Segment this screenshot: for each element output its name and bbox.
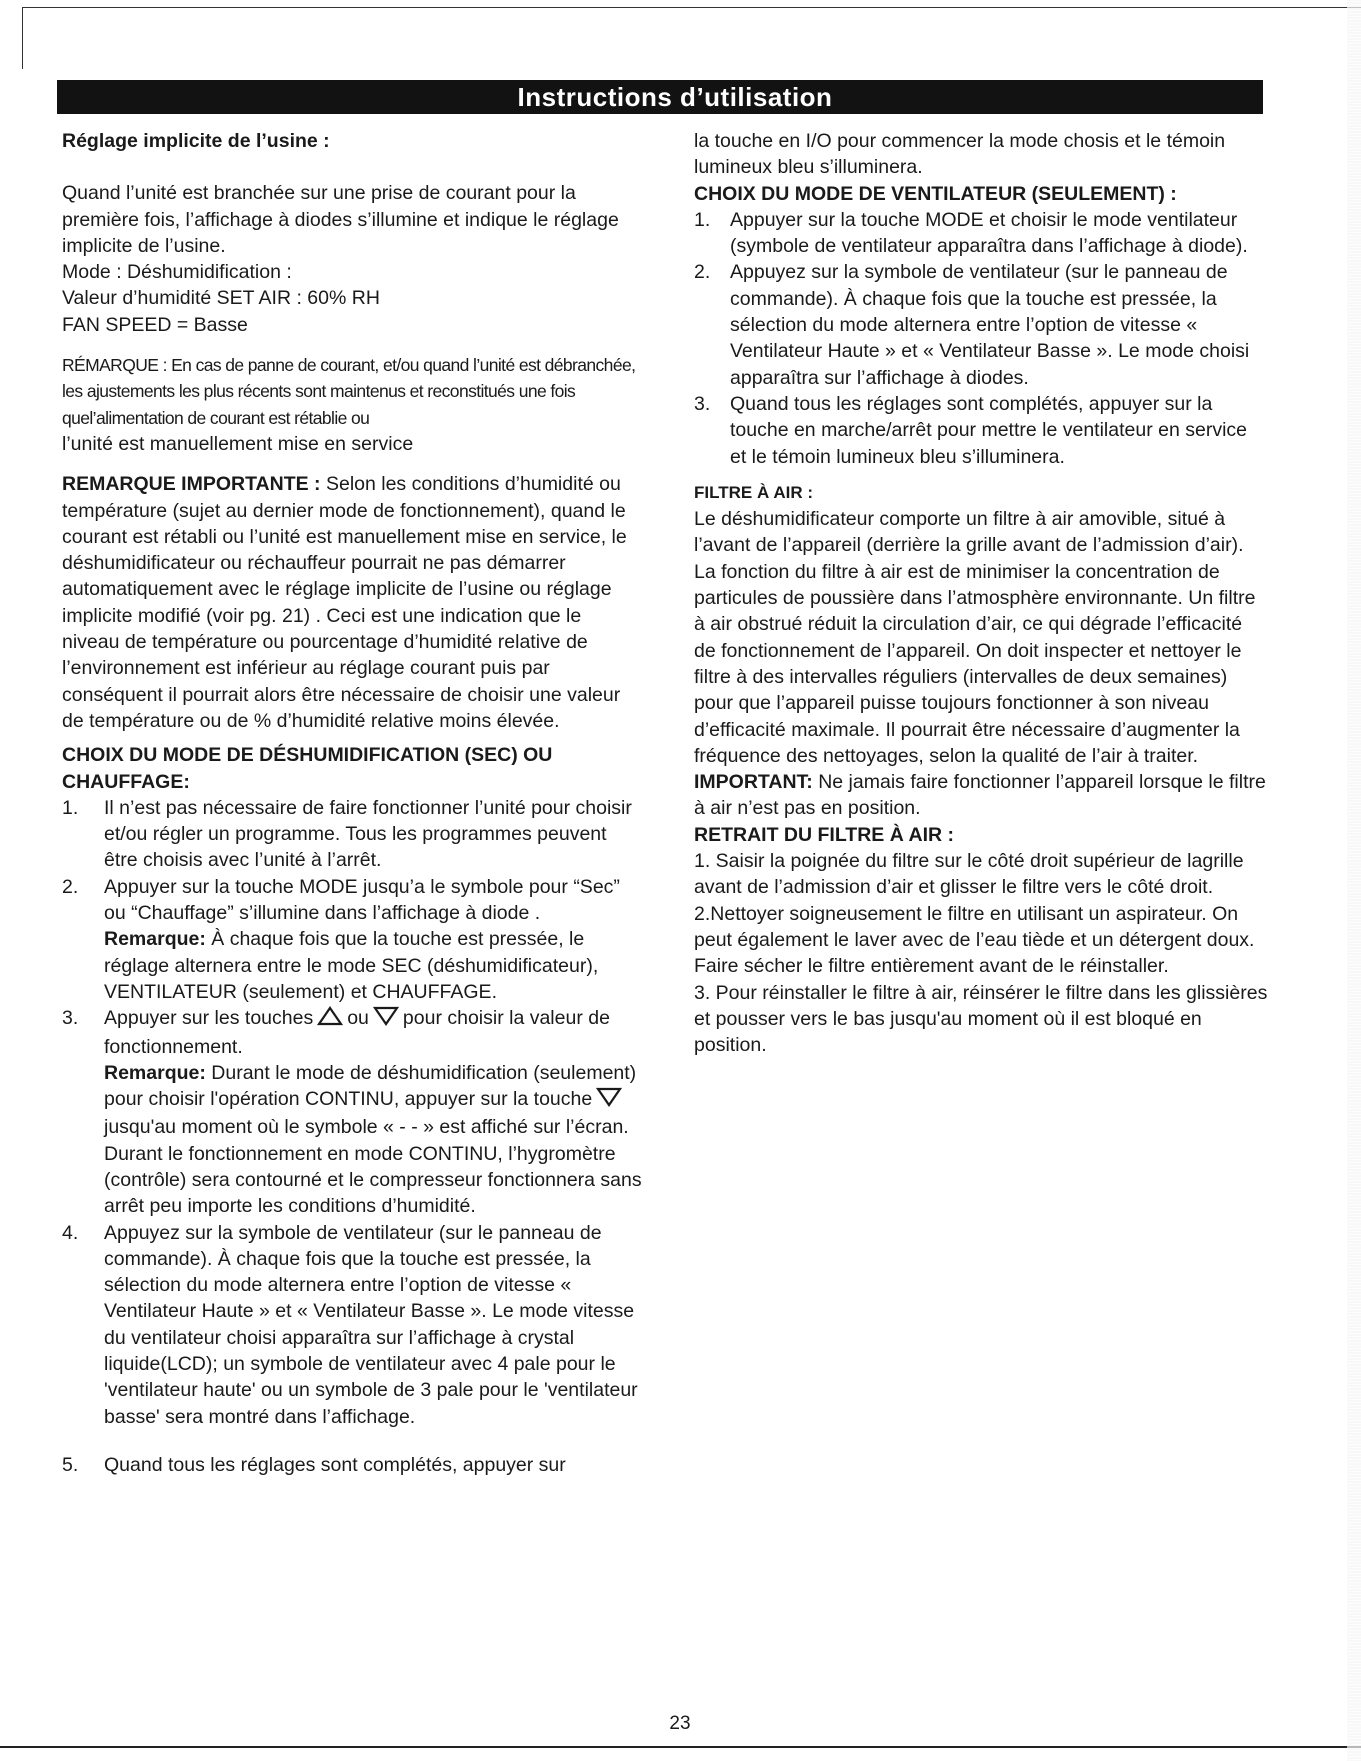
list-number: 4.	[62, 1221, 79, 1244]
list-item	[62, 795, 644, 874]
step3-remark-label: Remarque:	[104, 1061, 206, 1084]
list-item	[62, 874, 644, 1005]
list-text: Quand tous les réglages sont complétés, appuyer sur la touche en marche/arrêt pour mettre le ventilateur en service et le témoin lumineux bleu s’illuminera.	[730, 392, 1248, 468]
step3-text-c: Durant le mode de déshumidification (seulement) pour choisir l'opération CONTINU, appuyer sur la touche	[104, 1061, 637, 1111]
section-banner	[57, 80, 1263, 114]
factory-fan: FAN SPEED = Basse	[62, 313, 248, 336]
dry-mode-heading: CHOIX DU MODE DE DÉSHUMIDIFICATION (SEC) OU CHAUFFAGE:	[62, 744, 553, 793]
retrait-step-3: 3. Pour réinstaller le filtre à air, réinsérer le filtre dans les glissières et pousser vers le bas jusqu'au moment où il est bloqué en position.	[694, 981, 1268, 1057]
continuation-text: la touche en I/O pour commencer la mode chosis et le témoin lumineux bleu s’illuminera.	[694, 130, 1226, 179]
list-item	[694, 259, 1268, 390]
remarque-note-end: l’unité est manuellement mise en service	[62, 432, 414, 455]
list-item	[694, 207, 1268, 260]
list-text: Appuyer sur la touche MODE et choisir le mode ventilateur (symbole de ventilateur apparaîtra dans l’affichage à diode).	[730, 208, 1248, 258]
fan-mode-heading: CHOIX DU MODE DE VENTILATEUR (SEULEMENT) :	[694, 182, 1177, 205]
retrait-step-1: 1. Saisir la poignée du filtre sur le côté droit supérieur de lagrille avant de l’admission d’air et glisser le filtre vers le côté droit.	[694, 850, 1244, 899]
list-text	[104, 874, 644, 1005]
up-triangle-icon	[317, 1006, 343, 1033]
scan-edge	[1347, 0, 1361, 1761]
filter-heading: FILTRE À AIR :	[694, 482, 813, 502]
list-text: Appuyez sur la symbole de ventilateur (sur le panneau de commande). À chaque fois que la touche est pressée, la sélection du mode alternera entre l’option de vitesse « Ventilateur Haute » et « Ventilateur Basse ». Le mode vitesse du ventilateur choisi apparaîtra sur l’affichage à crystal liquide(LCD); un symbole de ventilateur avec 4 pale pour le 'ventilateur haute' ou un symbole de 3 pale pour le 'ventilateur basse' sera montré dans l’affichage.	[104, 1221, 638, 1428]
down-triangle-icon	[596, 1087, 622, 1114]
down-triangle-icon	[373, 1006, 399, 1033]
list-text: Il n’est pas nécessaire de faire fonctionner l’unité pour choisir et/ou régler un programme. Tous les programmes peuvent être choisis avec l’unité à l’arrêt.	[104, 796, 632, 872]
retrait-heading: RETRAIT DU FILTRE À AIR :	[694, 823, 954, 846]
page-frame-bottom	[0, 1746, 1361, 1748]
filter-important-label: IMPORTANT:	[694, 771, 813, 794]
factory-humidity: Valeur d’humidité SET AIR : 60% RH	[62, 287, 380, 310]
important-note	[62, 471, 644, 734]
page-frame-top	[22, 7, 1361, 8]
page-frame-left	[22, 7, 23, 69]
list-item	[62, 1005, 644, 1219]
important-label: REMARQUE IMPORTANTE :	[62, 473, 321, 496]
page-number: 23	[669, 1713, 691, 1734]
factory-mode: Mode : Déshumidification :	[62, 261, 292, 284]
step3-text-a: Appuyer sur les touches	[104, 1007, 314, 1030]
list-item	[694, 391, 1268, 470]
list-number: 2.	[694, 261, 711, 284]
factory-intro: Quand l’unité est branchée sur une prise de courant pour la première fois, l’affichage à diodes s’illumine et indique le réglage implicite de l’usine.	[62, 182, 619, 257]
step3-text-d: jusqu'au moment où le symbole « - - » est affiché sur l’écran. Durant le fonctionnement en mode CONTINU, l’hygromètre (contrôle) sera contourné et le compresseur fonctionnera sans arrêt peu importe les conditions d’humidité.	[104, 1116, 642, 1218]
step2-text-a: Appuyer sur la touche MODE jusqu’a le symbole pour “Sec” ou “Chauffage” s’illumine dans l’affichage à diode .	[104, 875, 620, 925]
list-number: 5.	[62, 1453, 79, 1476]
left-column	[62, 128, 644, 1478]
remarque-note: RÉMARQUE : En cas de panne de courant, et/ou quand l’unité est débranchée, les ajustements les plus récents sont maintenus et reconstitués une fois quel’alimentation de courant est rétablie ou	[62, 355, 636, 428]
list-item	[62, 1220, 644, 1430]
filter-important	[694, 769, 1268, 822]
filter-text: Le déshumidificateur comporte un filtre à air amovible, situé à l’avant de l’appareil (derrière la grille avant de l’admission d’air). La fonction du filtre à air est de minimiser la concentration de particules de poussière dans l’atmosphère environnante. Un filtre à air obstrué réduit la circulation d’air, ce qui dégrade l’efficacité de fonctionnement de l’appareil. On doit inspecter et nettoyer le filtre à des intervalles réguliers (intervalles de deux semaines) pour que l’appareil puisse toujours fonctionner à son niveau d’efficacité maximale. Il pourrait être nécessaire d’augmenter la fréquence des nettoyages, selon la qualité de l’air à traiter.	[694, 508, 1256, 767]
list-number: 2.	[62, 875, 79, 898]
factory-heading: Réglage implicite de l’usine :	[62, 130, 330, 152]
list-number: 1.	[694, 208, 711, 231]
important-text: Selon les conditions d’humidité ou température (sujet au dernier mode de fonctionnement), quand le courant est rétabli ou l’unité est manuellement mise en service, le déshumidificateur ou réchauffeur pourrait ne pas démarrer automatiquement avec le réglage implicite de l’usine ou réglage implicite modifié (voir pg. 21) . Ceci est une indication que le niveau de température ou pourcentage d’humidité relative de l’environnement est inférieur au réglage courant puis par conséquent il pourrait alors être nécessaire de choisir une valeur de température ou de % d’humidité relative moins élevée.	[62, 473, 627, 732]
list-number: 3.	[694, 392, 711, 415]
step3-or: ou	[347, 1007, 369, 1030]
right-column	[694, 128, 1268, 1058]
step3-text-b: pour choisir la valeur de fonctionnement.	[104, 1007, 610, 1058]
step2-remark-label: Remarque:	[104, 928, 206, 951]
step2-text-b: À chaque fois que la touche est pressée, le réglage alternera entre le mode SEC (déshumidificateur), VENTILATEUR (seulement) et CHAUFFAGE.	[104, 928, 599, 1003]
list-text: Appuyez sur la symbole de ventilateur (sur le panneau de commande). À chaque fois que la touche est pressée, la sélection du mode alternera entre l’option de vitesse « Ventilateur Haute » et « Ventilateur Basse ». Le mode choisi apparaîtra sur l’affichage à diodes.	[730, 261, 1250, 389]
retrait-step-2: 2.Nettoyer soigneusement le filtre en utilisant un aspirateur. On peut également le laver avec de l’eau tiède et un détergent doux. Faire sécher le filtre entièrement avant de le réinstaller.	[694, 902, 1255, 978]
list-number: 3.	[62, 1007, 79, 1030]
list-text: Quand tous les réglages sont complétés, appuyer sur	[104, 1453, 566, 1476]
list-number: 1.	[62, 796, 79, 819]
list-item	[62, 1452, 644, 1478]
filter-important-text: Ne jamais faire fonctionner l’appareil lorsque le filtre à air n’est pas en position.	[694, 771, 1266, 820]
list-text	[104, 1005, 644, 1219]
page-title: Instructions d’utilisation	[517, 81, 833, 112]
